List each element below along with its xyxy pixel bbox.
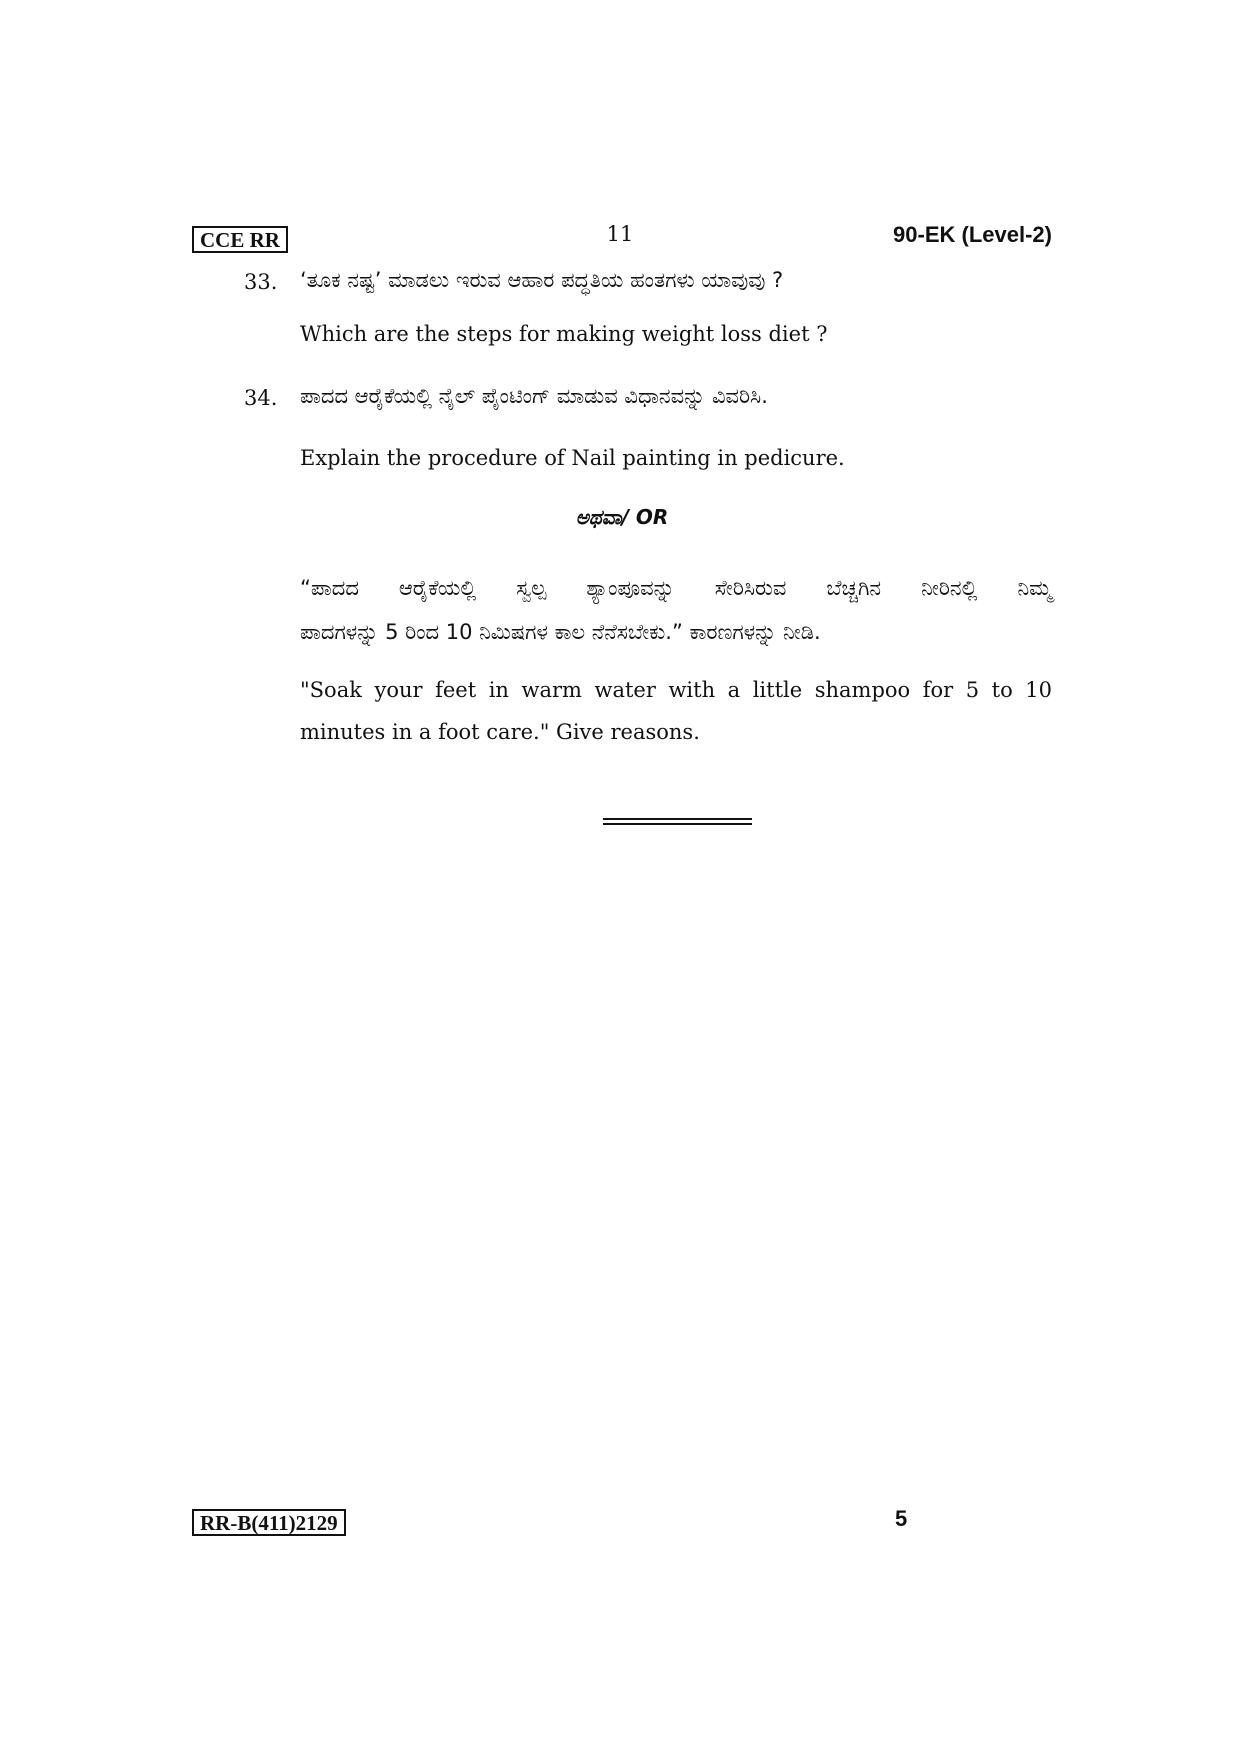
question-33-english: Which are the steps for making weight loss diet ? (300, 322, 828, 346)
question-33-kannada: ‘ತೂಕ ನಷ್ಟ’ ಮಾಡಲು ಇರುವ ಆಹಾರ ಪದ್ಧತಿಯ ಹಂತಗಳು ಯಾವುವು ? (300, 268, 784, 292)
page-number: 5 (895, 1506, 908, 1531)
alternative-english-line-1: "Soak your feet in warm water with a little shampoo for 5 to 10 (300, 678, 1052, 702)
question-34-english: Explain the procedure of Nail painting in pedicure. (300, 446, 845, 470)
subject-code: 90-EK (Level-2) (893, 222, 1052, 247)
end-of-section-rule-lower (603, 823, 752, 825)
end-of-section-rule (603, 818, 752, 820)
question-number-34: 34. (244, 386, 278, 410)
alternative-kannada-line-2: ಪಾದಗಳನ್ನು 5 ರಿಂದ 10 ನಿಮಿಷಗಳ ಕಾಲ ನೆನೆಸಬೇಕು.” ಕಾರಣಗಳನ್ನು ನೀಡಿ. (300, 620, 821, 644)
question-34-kannada: ಪಾದದ ಆರೈಕೆಯಲ್ಲಿ ನೈಲ್ ಪೈಂಟಿಂಗ್ ಮಾಡುವ ವಿಧಾನವನ್ನು ವಿವರಿಸಿ. (300, 384, 768, 408)
booklet-code-box: RR-B(411)2129 (192, 1509, 346, 1536)
alternative-kannada-line-1: “ಪಾದದ ಆರೈಕೆಯಲ್ಲಿ ಸ್ವಲ್ಪ ಶ್ಯಾಂಪೂವನ್ನು ಸೇರಿಸಿರುವ ಬೆಚ್ಚಗಿನ ನೀರಿನಲ್ಲಿ ನಿಮ್ಮ (300, 576, 1052, 600)
or-separator: ಅಥವಾ/ OR (575, 505, 669, 529)
alternative-english-line-2: minutes in a foot care." Give reasons. (300, 720, 700, 744)
paper-code-box: CCE RR (192, 226, 288, 253)
source-page-number: 11 (606, 222, 634, 246)
question-number-33: 33. (244, 270, 278, 294)
